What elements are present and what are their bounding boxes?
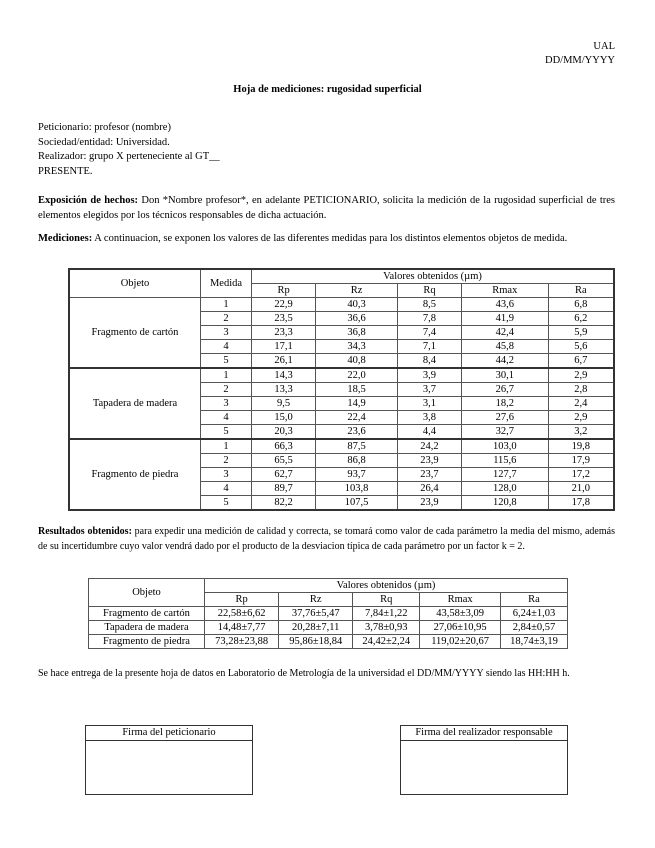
value-cell-rmax: 119,02±20,67 — [420, 635, 501, 649]
value-cell-rmax: 43,6 — [462, 298, 549, 312]
info-realizador: Realizador: grupo X perteneciente al GT__ — [38, 151, 220, 162]
value-cell-rp: 82,2 — [252, 496, 316, 511]
medida-cell: 4 — [201, 482, 252, 496]
header-rp: Rp — [252, 284, 316, 298]
value-cell-rp: 22,58±6,62 — [205, 607, 279, 621]
value-cell-rz: 36,6 — [316, 312, 398, 326]
exposicion-paragraph — [38, 193, 615, 223]
object-name-cell: Fragmento de cartón — [69, 298, 201, 369]
value-cell-rmax: 27,06±10,95 — [420, 621, 501, 635]
info-presente: PRESENTE. — [38, 165, 93, 177]
value-cell-rmax: 120,8 — [462, 496, 549, 511]
measurements-table — [68, 268, 615, 511]
value-cell-rp: 20,3 — [252, 425, 316, 440]
value-cell-ra: 2,4 — [548, 397, 614, 411]
value-cell-rmax: 30,1 — [462, 368, 549, 383]
signature-label-peticionario: Firma del peticionario — [86, 726, 252, 741]
value-cell-rz: 36,8 — [316, 326, 398, 340]
value-cell-rq: 3,8 — [397, 411, 461, 425]
medida-cell: 1 — [201, 298, 252, 312]
value-cell-rmax: 127,7 — [462, 468, 549, 482]
medida-cell: 5 — [201, 425, 252, 440]
value-cell-rz: 86,8 — [316, 454, 398, 468]
medida-cell: 2 — [201, 383, 252, 397]
value-cell-ra: 2,84±0,57 — [501, 621, 568, 635]
value-cell-rp: 15,0 — [252, 411, 316, 425]
value-cell-ra: 18,74±3,19 — [501, 635, 568, 649]
header — [400, 40, 615, 68]
value-cell-rp: 65,5 — [252, 454, 316, 468]
value-cell-rp: 14,3 — [252, 368, 316, 383]
mediciones-paragraph — [38, 231, 615, 246]
value-cell-rq: 23,7 — [397, 468, 461, 482]
value-cell-rz: 87,5 — [316, 439, 398, 454]
header-rz: Rz — [279, 593, 353, 607]
value-cell-ra: 6,7 — [548, 354, 614, 369]
value-cell-rq: 3,7 — [397, 383, 461, 397]
value-cell-rp: 14,48±7,77 — [205, 621, 279, 635]
value-cell-rq: 24,2 — [397, 439, 461, 454]
value-cell-rq: 7,84±1,22 — [353, 607, 420, 621]
resultados-label: Resultados obtenidos: — [38, 526, 132, 537]
value-cell-rmax: 115,6 — [462, 454, 549, 468]
value-cell-rz: 107,5 — [316, 496, 398, 511]
value-cell-rmax: 41,9 — [462, 312, 549, 326]
value-cell-rq: 23,9 — [397, 454, 461, 468]
header-rmax: Rmax — [420, 593, 501, 607]
page-title: Hoja de mediciones: rugosidad superficial — [233, 84, 422, 95]
value-cell-rp: 73,28±23,88 — [205, 635, 279, 649]
value-cell-rp: 17,1 — [252, 340, 316, 354]
mediciones-label: Mediciones: — [38, 233, 93, 244]
signature-box-realizador[interactable] — [400, 725, 568, 795]
medida-cell: 4 — [201, 411, 252, 425]
medida-cell: 2 — [201, 312, 252, 326]
value-cell-ra: 2,8 — [548, 383, 614, 397]
org-name: UAL — [593, 41, 615, 52]
medida-cell: 4 — [201, 340, 252, 354]
value-cell-rq: 7,1 — [397, 340, 461, 354]
header-date: DD/MM/YYYY — [544, 55, 615, 66]
value-cell-rz: 34,3 — [316, 340, 398, 354]
value-cell-rq: 24,42±2,24 — [353, 635, 420, 649]
value-cell-rp: 23,3 — [252, 326, 316, 340]
value-cell-rmax: 128,0 — [462, 482, 549, 496]
value-cell-ra: 19,8 — [548, 439, 614, 454]
value-cell-rq: 3,1 — [397, 397, 461, 411]
exposicion-label: Exposición de hechos: — [38, 195, 139, 206]
object-name-cell: Tapadera de madera — [69, 368, 201, 439]
medida-cell: 2 — [201, 454, 252, 468]
medida-cell: 5 — [201, 354, 252, 369]
header-valores: Valores obtenidos (µm) — [252, 269, 615, 284]
header-objeto: Objeto — [69, 269, 201, 298]
value-cell-rp: 66,3 — [252, 439, 316, 454]
medida-cell: 5 — [201, 496, 252, 511]
value-cell-rz: 93,7 — [316, 468, 398, 482]
table-row — [89, 635, 568, 649]
value-cell-rz: 103,8 — [316, 482, 398, 496]
table-row — [69, 298, 614, 312]
value-cell-ra: 5,6 — [548, 340, 614, 354]
header-rz: Rz — [316, 284, 398, 298]
value-cell-ra: 2,9 — [548, 411, 614, 425]
info-block — [38, 121, 220, 179]
value-cell-rp: 26,1 — [252, 354, 316, 369]
value-cell-ra: 5,9 — [548, 326, 614, 340]
header-rq: Rq — [397, 284, 461, 298]
value-cell-rmax: 18,2 — [462, 397, 549, 411]
value-cell-rmax: 43,58±3,09 — [420, 607, 501, 621]
header-rmax: Rmax — [462, 284, 549, 298]
value-cell-rq: 7,4 — [397, 326, 461, 340]
value-cell-rp: 89,7 — [252, 482, 316, 496]
header-medida: Medida — [201, 269, 252, 298]
medida-cell: 3 — [201, 326, 252, 340]
value-cell-rq: 7,8 — [397, 312, 461, 326]
value-cell-rq: 3,78±0,93 — [353, 621, 420, 635]
value-cell-rz: 18,5 — [316, 383, 398, 397]
table-row — [89, 621, 568, 635]
value-cell-rmax: 45,8 — [462, 340, 549, 354]
value-cell-ra: 6,2 — [548, 312, 614, 326]
medida-cell: 1 — [201, 368, 252, 383]
value-cell-rq: 23,9 — [397, 496, 461, 511]
table-row — [69, 368, 614, 383]
header-objeto: Objeto — [89, 579, 205, 607]
value-cell-rz: 20,28±7,11 — [279, 621, 353, 635]
header-valores: Valores obtenidos (µm) — [205, 579, 568, 593]
object-name-cell: Fragmento de cartón — [89, 607, 205, 621]
value-cell-ra: 17,9 — [548, 454, 614, 468]
value-cell-rp: 22,9 — [252, 298, 316, 312]
results-table — [88, 578, 568, 649]
signature-box-peticionario[interactable] — [85, 725, 253, 795]
header-ra: Ra — [501, 593, 568, 607]
value-cell-rp: 23,5 — [252, 312, 316, 326]
value-cell-ra: 17,8 — [548, 496, 614, 511]
value-cell-rq: 26,4 — [397, 482, 461, 496]
value-cell-rmax: 44,2 — [462, 354, 549, 369]
exposicion-text: Don *Nombre profesor*, en adelante PETICIONARIO, solicita la medición de la rugosidad superficial de tres elementos elegidos por los técnicos responsables de dicha actuación. — [38, 195, 615, 221]
mediciones-text: A continuacion, se exponen los valores de las diferentes medidas para los distintos elementos objetos de medida. — [92, 233, 568, 244]
medida-cell: 3 — [201, 397, 252, 411]
header-ra: Ra — [548, 284, 614, 298]
value-cell-rz: 95,86±18,84 — [279, 635, 353, 649]
medida-cell: 1 — [201, 439, 252, 454]
resultados-text: para expedir una medición de calidad y correcta, se tomará como valor de cada parámetro la media del mismo, además de su incertidumbre cuyo valor vendrá dado por el producto de la desviacion típica de cada parámetro por un factor k = 2. — [38, 526, 615, 552]
value-cell-rmax: 26,7 — [462, 383, 549, 397]
value-cell-rz: 23,6 — [316, 425, 398, 440]
object-name-cell: Fragmento de piedra — [69, 439, 201, 510]
medida-cell: 3 — [201, 468, 252, 482]
table-row — [89, 607, 568, 621]
header-rq: Rq — [353, 593, 420, 607]
value-cell-rp: 62,7 — [252, 468, 316, 482]
value-cell-rq: 4,4 — [397, 425, 461, 440]
signature-label-realizador: Firma del realizador responsable — [401, 726, 567, 741]
value-cell-rmax: 27,6 — [462, 411, 549, 425]
value-cell-rz: 40,8 — [316, 354, 398, 369]
value-cell-rz: 22,0 — [316, 368, 398, 383]
closing-paragraph: Se hace entrega de la presente hoja de datos en Laboratorio de Metrología de la universidad el DD/MM/YYYY siendo las HH:HH h. — [38, 668, 570, 679]
value-cell-rp: 9,5 — [252, 397, 316, 411]
table-row — [69, 439, 614, 454]
value-cell-rq: 8,5 — [397, 298, 461, 312]
value-cell-ra: 17,2 — [548, 468, 614, 482]
value-cell-rz: 22,4 — [316, 411, 398, 425]
value-cell-rq: 3,9 — [397, 368, 461, 383]
value-cell-rz: 14,9 — [316, 397, 398, 411]
value-cell-rp: 13,3 — [252, 383, 316, 397]
value-cell-ra: 3,2 — [548, 425, 614, 440]
value-cell-rmax: 42,4 — [462, 326, 549, 340]
value-cell-rmax: 103,0 — [462, 439, 549, 454]
header-rp: Rp — [205, 593, 279, 607]
value-cell-rq: 8,4 — [397, 354, 461, 369]
value-cell-rmax: 32,7 — [462, 425, 549, 440]
object-name-cell: Fragmento de piedra — [89, 635, 205, 649]
value-cell-ra: 6,8 — [548, 298, 614, 312]
value-cell-ra: 2,9 — [548, 368, 614, 383]
info-sociedad: Sociedad/entidad: Universidad. — [38, 136, 170, 148]
value-cell-ra: 21,0 — [548, 482, 614, 496]
value-cell-rz: 40,3 — [316, 298, 398, 312]
resultados-paragraph — [38, 524, 615, 554]
info-peticionario: Peticionario: profesor (nombre) — [38, 122, 171, 133]
value-cell-ra: 6,24±1,03 — [501, 607, 568, 621]
object-name-cell: Tapadera de madera — [89, 621, 205, 635]
value-cell-rz: 37,76±5,47 — [279, 607, 353, 621]
